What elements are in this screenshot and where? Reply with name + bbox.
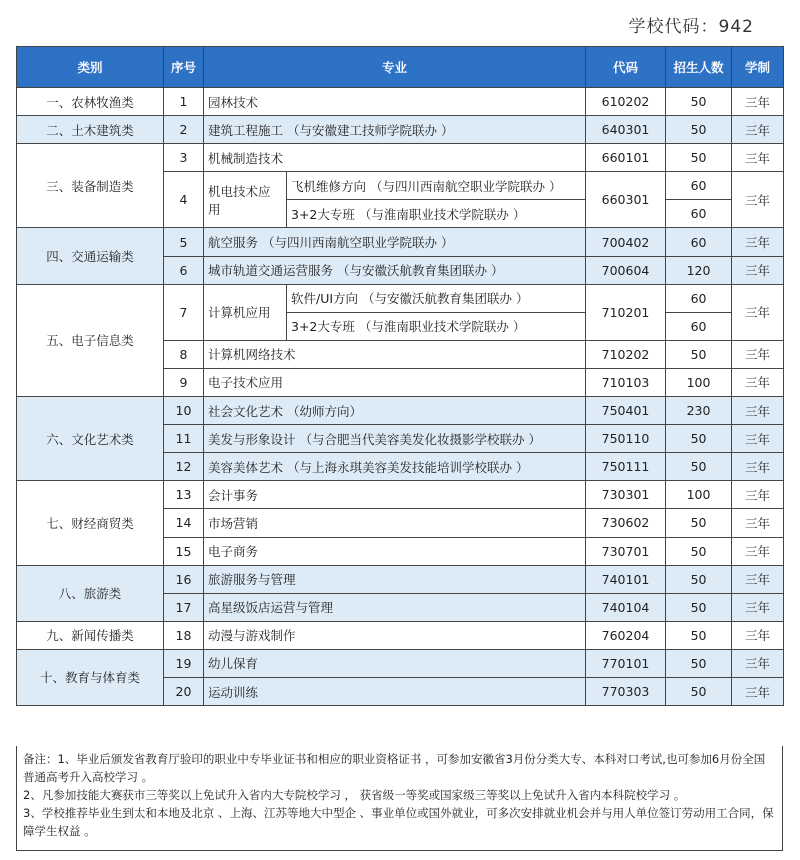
major-cell: 动漫与游戏制作 — [204, 621, 586, 649]
enroll-cell: 60 — [666, 312, 732, 340]
enroll-cell: 50 — [666, 565, 732, 593]
years-cell: 三年 — [732, 453, 784, 481]
code-cell: 770101 — [586, 649, 666, 677]
years-cell: 三年 — [732, 537, 784, 565]
major-cell: 高星级饭店运营与管理 — [204, 593, 586, 621]
major-cell: 园林技术 — [204, 88, 586, 116]
years-cell: 三年 — [732, 88, 784, 116]
enroll-cell: 230 — [666, 397, 732, 425]
years-cell: 三年 — [732, 228, 784, 256]
code-cell: 610202 — [586, 88, 666, 116]
category-cell: 一、农林牧渔类 — [17, 88, 164, 116]
seq-cell: 2 — [164, 116, 204, 144]
major-cell: 计算机应用 — [204, 284, 287, 340]
category-cell: 二、土木建筑类 — [17, 116, 164, 144]
major-cell: 旅游服务与管理 — [204, 565, 586, 593]
major-cell: 社会文化艺术 （幼师方向） — [204, 397, 586, 425]
code-cell: 710201 — [586, 284, 666, 340]
enroll-cell: 50 — [666, 677, 732, 705]
seq-cell: 6 — [164, 256, 204, 284]
enroll-cell: 100 — [666, 368, 732, 396]
seq-cell: 15 — [164, 537, 204, 565]
code-cell: 660101 — [586, 144, 666, 172]
school-code: 学校代码：942 — [628, 17, 754, 37]
enroll-cell: 50 — [666, 537, 732, 565]
code-cell: 700402 — [586, 228, 666, 256]
remarks-box — [16, 746, 783, 851]
header-years: 学制 — [732, 47, 784, 88]
code-cell: 640301 — [586, 116, 666, 144]
seq-cell: 7 — [164, 284, 204, 340]
seq-cell: 8 — [164, 340, 204, 368]
major-cell: 美容美体艺术 （与上海永琪美容美发技能培训学校联办 ） — [204, 453, 586, 481]
years-cell: 三年 — [732, 621, 784, 649]
category-cell: 四、交通运输类 — [17, 228, 164, 284]
header-enroll: 招生人数 — [666, 47, 732, 88]
table-row — [17, 228, 784, 256]
enroll-cell: 50 — [666, 340, 732, 368]
table-row — [17, 116, 784, 144]
years-cell: 三年 — [732, 677, 784, 705]
enroll-cell: 50 — [666, 453, 732, 481]
sub-major-cell: 软件/UI方向 （与安徽沃航教育集团联办 ） — [287, 284, 586, 312]
major-cell: 计算机网络技术 — [204, 340, 586, 368]
years-cell: 三年 — [732, 368, 784, 396]
remark-line-2: 2、凡参加技能大赛获市三等奖以上免试升入省内大专院校学习 ， 获省级一等奖或国家级三等奖以上免试升入省内本科院校学习 。 — [23, 788, 686, 802]
category-cell: 九、新闻传播类 — [17, 621, 164, 649]
enroll-cell: 50 — [666, 425, 732, 453]
enroll-cell: 50 — [666, 144, 732, 172]
years-cell: 三年 — [732, 509, 784, 537]
seq-cell: 16 — [164, 565, 204, 593]
header-major: 专业 — [204, 47, 586, 88]
enrollment-table — [16, 46, 784, 706]
table-row — [17, 481, 784, 509]
code-cell: 710103 — [586, 368, 666, 396]
years-cell: 三年 — [732, 481, 784, 509]
major-cell: 建筑工程施工 （与安徽建工技师学院联办 ） — [204, 116, 586, 144]
enroll-cell: 50 — [666, 116, 732, 144]
years-cell: 三年 — [732, 144, 784, 172]
years-cell: 三年 — [732, 256, 784, 284]
enroll-cell: 60 — [666, 228, 732, 256]
years-cell: 三年 — [732, 116, 784, 144]
seq-cell: 18 — [164, 621, 204, 649]
seq-cell: 11 — [164, 425, 204, 453]
seq-cell: 14 — [164, 509, 204, 537]
years-cell: 三年 — [732, 425, 784, 453]
years-cell: 三年 — [732, 593, 784, 621]
code-cell: 730602 — [586, 509, 666, 537]
seq-cell: 4 — [164, 172, 204, 228]
seq-cell: 20 — [164, 677, 204, 705]
enroll-cell: 120 — [666, 256, 732, 284]
category-cell: 七、财经商贸类 — [17, 481, 164, 565]
enroll-cell: 50 — [666, 621, 732, 649]
major-cell: 电子技术应用 — [204, 368, 586, 396]
table-row — [17, 397, 784, 425]
table-row — [17, 284, 784, 312]
table-row — [17, 144, 784, 172]
code-cell: 730701 — [586, 537, 666, 565]
major-cell: 幼儿保育 — [204, 649, 586, 677]
seq-cell: 10 — [164, 397, 204, 425]
table-row — [17, 649, 784, 677]
enroll-cell: 50 — [666, 649, 732, 677]
seq-cell: 19 — [164, 649, 204, 677]
remark-line-3: 3、学校推荐毕业生到太和本地及北京 、上海、江苏等地大中型企 、事业单位或国外就业，可多次安排就业机会并与用人单位签订劳动用工合同，保障学生权益 。 — [23, 806, 774, 838]
code-cell: 660301 — [586, 172, 666, 228]
years-cell: 三年 — [732, 649, 784, 677]
years-cell: 三年 — [732, 340, 784, 368]
years-cell: 三年 — [732, 284, 784, 340]
code-cell: 710202 — [586, 340, 666, 368]
code-cell: 740104 — [586, 593, 666, 621]
code-cell: 700604 — [586, 256, 666, 284]
category-cell: 六、文化艺术类 — [17, 397, 164, 481]
major-cell: 机械制造技术 — [204, 144, 586, 172]
category-cell: 十、教育与体育类 — [17, 649, 164, 705]
major-cell: 美发与形象设计 （与合肥当代美容美发化妆摄影学校联办 ） — [204, 425, 586, 453]
code-cell: 750110 — [586, 425, 666, 453]
category-cell: 五、电子信息类 — [17, 284, 164, 396]
code-cell: 760204 — [586, 621, 666, 649]
table-row — [17, 565, 784, 593]
category-cell: 八、旅游类 — [17, 565, 164, 621]
sub-major-cell: 3+2大专班 （与淮南职业技术学院联办 ） — [287, 200, 586, 228]
seq-cell: 13 — [164, 481, 204, 509]
seq-cell: 3 — [164, 144, 204, 172]
remark-line-1: 备注：1、毕业后颁发省教育厅验印的职业中专毕业证书和相应的职业资格证书 ，可参加安徽省3月份分类大专、本科对口考试,也可参加6月份全国普通高考升入高校学习 。 — [23, 752, 766, 784]
years-cell: 三年 — [732, 565, 784, 593]
major-cell: 运动训练 — [204, 677, 586, 705]
code-cell: 770303 — [586, 677, 666, 705]
category-cell: 三、装备制造类 — [17, 144, 164, 228]
enroll-cell: 60 — [666, 172, 732, 200]
table-row — [17, 621, 784, 649]
seq-cell: 12 — [164, 453, 204, 481]
code-cell: 750401 — [586, 397, 666, 425]
sub-major-cell: 飞机维修方向 （与四川西南航空职业学院联办 ） — [287, 172, 586, 200]
seq-cell: 5 — [164, 228, 204, 256]
enroll-cell: 50 — [666, 509, 732, 537]
years-cell: 三年 — [732, 397, 784, 425]
table-row — [17, 88, 784, 116]
header-category: 类别 — [17, 47, 164, 88]
enroll-cell: 100 — [666, 481, 732, 509]
years-cell: 三年 — [732, 172, 784, 228]
major-cell: 电子商务 — [204, 537, 586, 565]
enroll-cell: 50 — [666, 88, 732, 116]
seq-cell: 1 — [164, 88, 204, 116]
enroll-cell: 60 — [666, 284, 732, 312]
code-cell: 740101 — [586, 565, 666, 593]
table-header-row — [17, 47, 784, 88]
enroll-cell: 50 — [666, 593, 732, 621]
seq-cell: 17 — [164, 593, 204, 621]
sub-major-cell: 3+2大专班 （与淮南职业技术学院联办 ） — [287, 312, 586, 340]
major-cell: 市场营销 — [204, 509, 586, 537]
enroll-cell: 60 — [666, 200, 732, 228]
major-cell: 城市轨道交通运营服务 （与安徽沃航教育集团联办 ） — [204, 256, 586, 284]
code-cell: 730301 — [586, 481, 666, 509]
major-cell: 机电技术应用 — [204, 172, 287, 228]
major-cell: 会计事务 — [204, 481, 586, 509]
code-cell: 750111 — [586, 453, 666, 481]
header-seq: 序号 — [164, 47, 204, 88]
header-code: 代码 — [586, 47, 666, 88]
major-cell: 航空服务 （与四川西南航空职业学院联办 ） — [204, 228, 586, 256]
seq-cell: 9 — [164, 368, 204, 396]
